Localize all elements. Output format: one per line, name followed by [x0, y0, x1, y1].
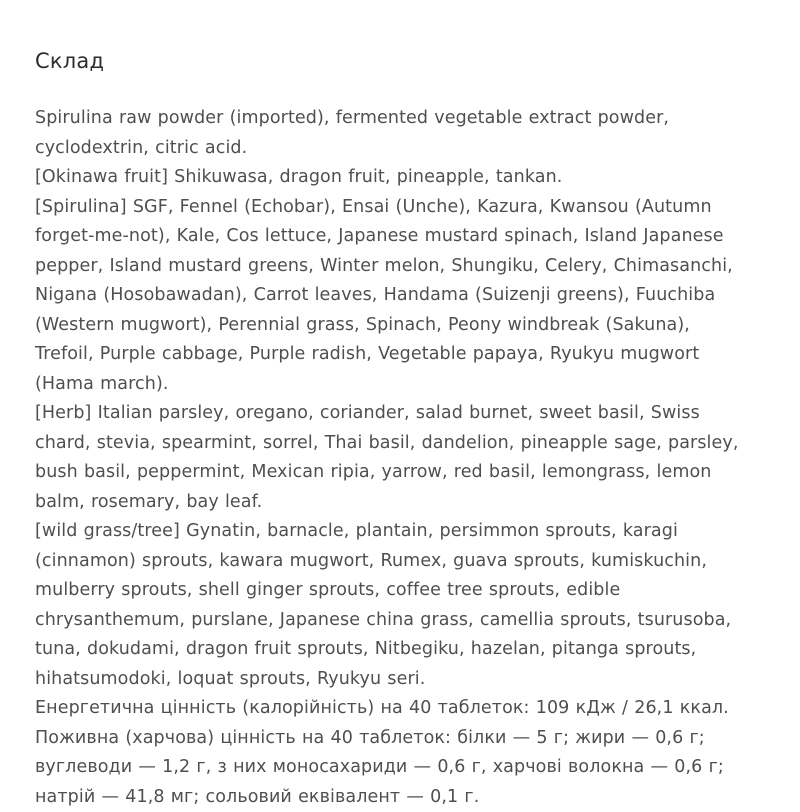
composition-paragraph: [Herb] Italian parsley, oregano, coriander, salad burnet, sweet basil, Swiss chard, stevia, spearmint, sorrel, Thai basil, dandelion, pineapple sage, parsley, bush basil, peppermint, Mexican ripia, yarrow, red basil, lemongrass, lemon balm, rosemary, bay leaf. [35, 399, 750, 517]
composition-paragraph: Енергетична цінність (калорійність) на 40 таблеток: 109 кДж / 26,1 ккал. [35, 694, 750, 724]
composition-paragraph: [Spirulina] SGF, Fennel (Echobar), Ensai (Unche), Kazura, Kwansou (Autumn forget-me-not), Kale, Cos lettuce, Japanese mustard spinach, Island Japanese pepper, Island mustard greens, Winter melon, Shungiku, Celery, Chimasanchi, Nigana (Hosobawadan), Carrot leaves, Handama (Suizenji greens), Fuuchiba (Western mugwort), Perennial grass, Spinach, Peony windbreak (Sakuna), Trefoil, Purple cabbage, Purple radish, Vegetable papaya, Ryukyu mugwort (Hama march). [35, 193, 750, 400]
section-title: Склад [35, 48, 750, 74]
composition-paragraph: [Okinawa fruit] Shikuwasa, dragon fruit, pineapple, tankan. [35, 163, 750, 193]
composition-paragraph: [wild grass/tree] Gynatin, barnacle, plantain, persimmon sprouts, karagi (cinnamon) sprouts, kawara mugwort, Rumex, guava sprouts, kumiskuchin, mulberry sprouts, shell ginger sprouts, coffee tree sprouts, edible chrysanthemum, purslane, Japanese china grass, camellia sprouts, tsurusoba, tuna, dokudami, dragon fruit sprouts, Nitbegiku, hazelan, pitanga sprouts, hihatsumodoki, loquat sprouts, Ryukyu seri. [35, 517, 750, 694]
composition-paragraph: Spirulina raw powder (imported), fermented vegetable extract powder, cyclodextrin, citric acid. [35, 104, 750, 163]
composition-paragraph: Поживна (харчова) цінність на 40 таблеток: білки — 5 г; жири — 0,6 г; вуглеводи — 1,2 г, з них моносахариди — 0,6 г, харчові волокна — 0,6 г; натрій — 41,8 мг; сольовий еквівалент — 0,1 г. [35, 724, 750, 812]
composition-text-block [35, 104, 750, 812]
